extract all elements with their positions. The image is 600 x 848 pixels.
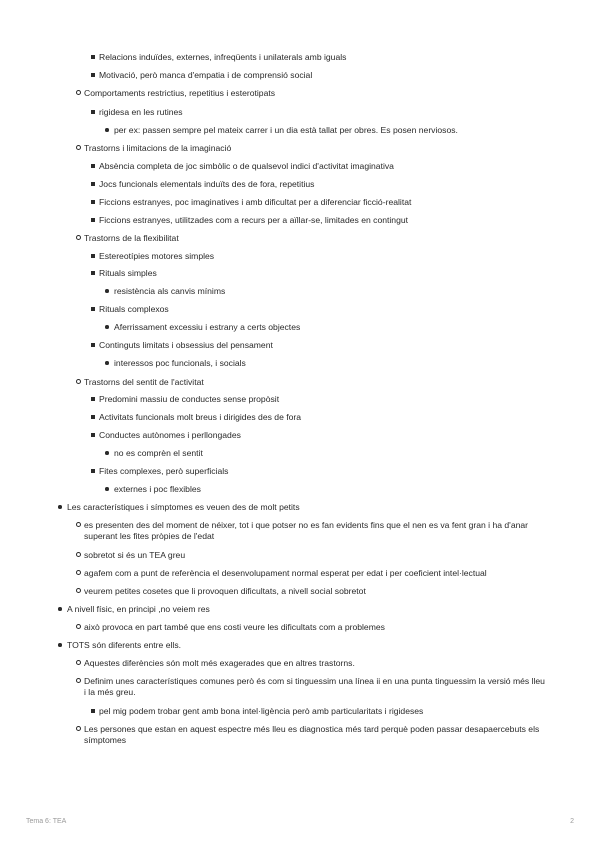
disc-bullet-icon (55, 604, 65, 615)
list-item (0, 640, 600, 651)
list-item (0, 412, 600, 423)
list-item-text: rigidesa en les rutines (99, 107, 183, 117)
list-item (0, 233, 600, 244)
disc-bullet-icon (102, 125, 112, 136)
list-item-text: Relacions induïdes, externes, infreqüents i unilaterals amb iguals (99, 52, 347, 62)
list-item-text: Trastorns i limitacions de la imaginació (84, 143, 232, 153)
list-item (0, 658, 600, 669)
list-item (0, 394, 600, 405)
list-item-text: Trastorns de la flexibilitat (84, 233, 179, 243)
list-item (0, 502, 600, 513)
list-item-text: Rituals simples (99, 268, 157, 278)
list-item (0, 161, 600, 172)
square-bullet-icon (88, 466, 98, 477)
circle-bullet-icon (73, 520, 83, 531)
list-item (0, 197, 600, 208)
square-bullet-icon (88, 340, 98, 351)
list-item-text: Predomini massiu de conductes sense propòsit (99, 394, 280, 404)
list-item-text: per ex: passen sempre pel mateix carrer i un dia està tallat per obres. Es posen nerviosos. (114, 125, 458, 135)
list-item-text: Aquestes diferències són molt més exagerades que en altres trastorns. (84, 658, 355, 668)
list-item (0, 568, 600, 579)
square-bullet-icon (88, 268, 98, 279)
square-bullet-icon (88, 107, 98, 118)
list-item-text: Estereotípies motores simples (99, 251, 215, 261)
square-bullet-icon (88, 251, 98, 262)
disc-bullet-icon (55, 640, 65, 651)
list-item (0, 520, 600, 542)
disc-bullet-icon (102, 322, 112, 333)
list-item-text: pel mig podem trobar gent amb bona intel·ligència però amb particularitats i rigideses (99, 706, 424, 716)
list-item-text: Comportaments restrictius, repetitius i esterotipats (84, 88, 276, 98)
list-item-text: Activitats funcionals molt breus i dirigides des de fora (99, 412, 302, 422)
list-item-text: Conductes autònomes i perllongades (99, 430, 241, 440)
list-item-text: Trastorns del sentit de l'activitat (84, 377, 204, 387)
list-item-text: Les persones que estan en aquest espectre més lleu es diagnostica més tard perquè poden passar desapaercebuts els símptomes (84, 724, 540, 745)
circle-bullet-icon (73, 586, 83, 597)
list-item-text: externes i poc flexibles (114, 484, 201, 494)
circle-bullet-icon (73, 724, 83, 735)
list-item-text: Definim unes característiques comunes però és com si tinguessim una línea ii en una punta tinguessim la versió més lleu i la més greu. (84, 676, 545, 697)
list-item (0, 622, 600, 633)
list-item (0, 268, 600, 279)
list-item-text: Jocs funcionals elementals induïts des de fora, repetitius (99, 179, 315, 189)
page-number: 2 (570, 818, 574, 825)
disc-bullet-icon (102, 448, 112, 459)
list-item (0, 70, 600, 81)
disc-bullet-icon (55, 502, 65, 513)
square-bullet-icon (88, 197, 98, 208)
list-item-text: es presenten des del moment de néixer, tot i que potser no es fan evidents fins que el nen es va fent gran i ha d'anar superant les fites pròpies de l'edat (84, 520, 529, 541)
list-item (0, 88, 600, 99)
square-bullet-icon (88, 70, 98, 81)
list-item (0, 125, 600, 136)
disc-bullet-icon (102, 484, 112, 495)
list-item (0, 377, 600, 388)
list-item (0, 550, 600, 561)
list-item (0, 430, 600, 441)
circle-bullet-icon (73, 622, 83, 633)
list-item-text: Ficcions estranyes, poc imaginatives i amb dificultat per a diferenciar ficció-realitat (99, 197, 412, 207)
list-item-text: interessos poc funcionals, i socials (114, 358, 246, 368)
square-bullet-icon (88, 304, 98, 315)
list-item-text: Absència completa de joc simbòlic o de qualsevol indici d'activitat imaginativa (99, 161, 394, 171)
list-item (0, 304, 600, 315)
square-bullet-icon (88, 161, 98, 172)
list-item (0, 107, 600, 118)
circle-bullet-icon (73, 377, 83, 388)
list-item-text: no es comprèn el sentit (114, 448, 203, 458)
list-item-text: Continguts limitats i obsessius del pensament (99, 340, 273, 350)
list-item (0, 724, 600, 746)
list-item-text: agafem com a punt de referència el desenvolupament normal esperat per edat i per coeficient intel·lectual (84, 568, 487, 578)
list-item (0, 179, 600, 190)
circle-bullet-icon (73, 568, 83, 579)
list-item (0, 286, 600, 297)
square-bullet-icon (88, 412, 98, 423)
list-item (0, 466, 600, 477)
list-item (0, 143, 600, 154)
disc-bullet-icon (102, 358, 112, 369)
list-item (0, 586, 600, 597)
list-item (0, 484, 600, 495)
list-item-text: Fites complexes, però superficials (99, 466, 229, 476)
circle-bullet-icon (73, 233, 83, 244)
circle-bullet-icon (73, 676, 83, 687)
list-item-text: Ficcions estranyes, utilitzades com a recurs per a aïllar-se, limitades en contingut (99, 215, 409, 225)
list-item (0, 706, 600, 717)
list-item (0, 340, 600, 351)
list-item (0, 358, 600, 369)
disc-bullet-icon (102, 286, 112, 297)
list-item (0, 322, 600, 333)
list-item-text: sobretot si és un TEA greu (84, 550, 186, 560)
footer-title: Tema 6: TEA (26, 818, 67, 825)
list-item-text: TOTS són diferents entre ells. (67, 640, 181, 650)
list-item (0, 448, 600, 459)
list-item (0, 52, 600, 63)
list-item (0, 676, 600, 698)
list-item (0, 215, 600, 226)
square-bullet-icon (88, 394, 98, 405)
list-item-text: Aferrissament excessiu i estrany a certs objectes (114, 322, 301, 332)
list-item (0, 251, 600, 262)
circle-bullet-icon (73, 88, 83, 99)
list-item-text: veurem petites cosetes que li provoquen dificultats, a nivell social sobretot (84, 586, 366, 596)
circle-bullet-icon (73, 550, 83, 561)
list-item-text: Rituals complexos (99, 304, 169, 314)
square-bullet-icon (88, 179, 98, 190)
circle-bullet-icon (73, 658, 83, 669)
list-item-text: resistència als canvis mínims (114, 286, 226, 296)
list-item-text: Les característiques i símptomes es veuen des de molt petits (67, 502, 300, 512)
square-bullet-icon (88, 430, 98, 441)
list-item-text: Motivació, però manca d'empatia i de comprensió social (99, 70, 313, 80)
list-item-text: això provoca en part també que ens costi veure les dificultats com a problemes (84, 622, 385, 632)
list-item-text: A nivell físic, en principi ,no veiem res (67, 604, 210, 614)
square-bullet-icon (88, 706, 98, 717)
circle-bullet-icon (73, 143, 83, 154)
square-bullet-icon (88, 52, 98, 63)
list-item (0, 604, 600, 615)
square-bullet-icon (88, 215, 98, 226)
